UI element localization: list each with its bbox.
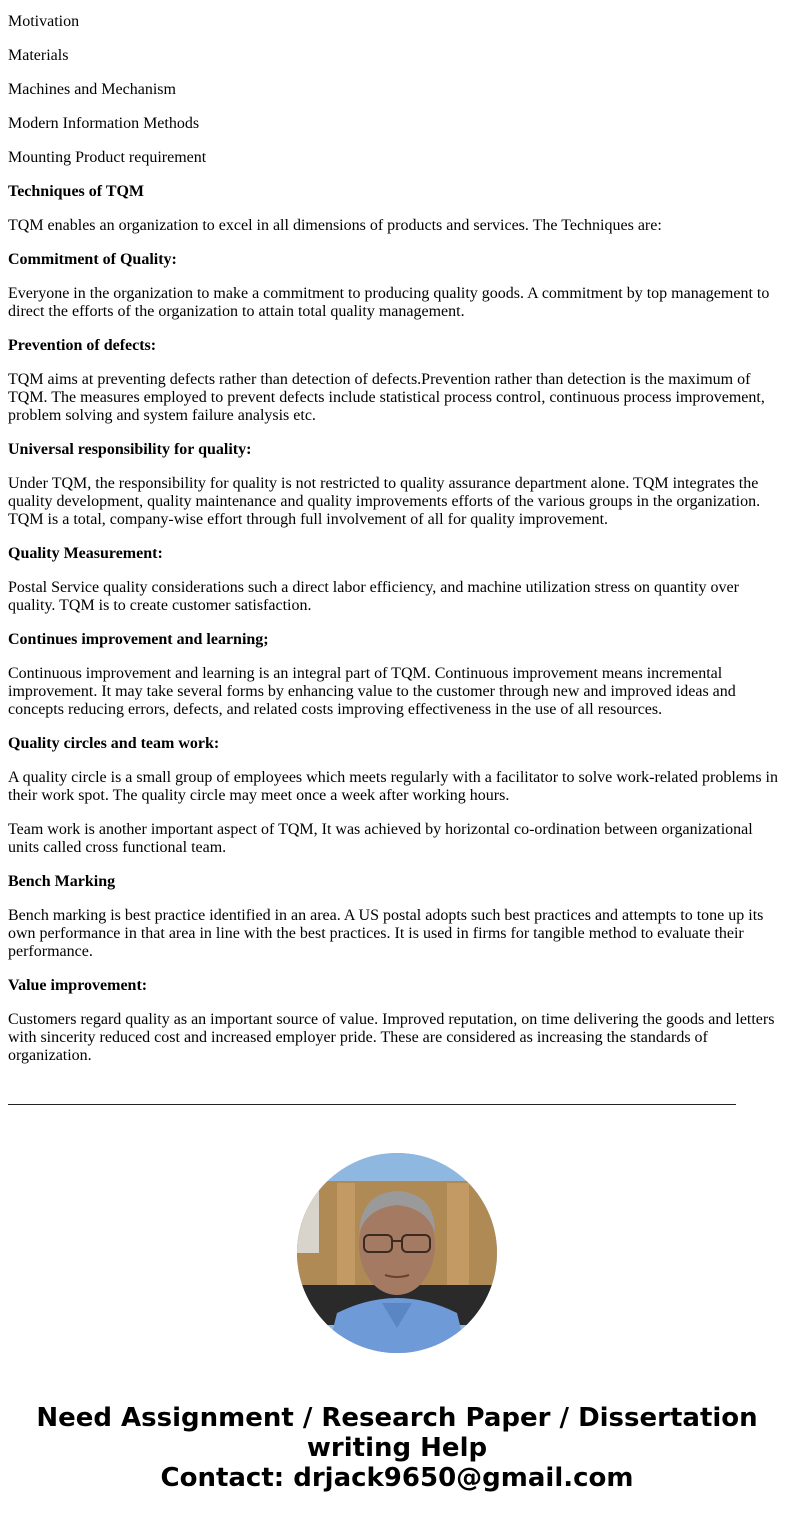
- list-item-machines: Machines and Mechanism: [8, 81, 176, 98]
- list-item-information-methods: Modern Information Methods: [8, 115, 200, 132]
- list-item-materials: Materials: [8, 47, 69, 64]
- section-heading-continuous-improvement: Continues improvement and learning;: [8, 631, 269, 648]
- section-heading-prevention: Prevention of defects:: [8, 337, 157, 354]
- section-heading-quality-measurement: Quality Measurement:: [8, 545, 163, 562]
- list-item-motivation: Motivation: [8, 13, 80, 30]
- section-paragraph: Everyone in the organization to make a commitment to producing quality goods. A commitment by top management to direct the efforts of the organization to attain total quality management.: [8, 285, 770, 320]
- promo-contact: Contact: drjack9650@gmail.com: [160, 1463, 634, 1493]
- section-paragraph: Postal Service quality considerations such a direct labor efficiency, and machine utilization stress on quantity over quality. TQM is to create customer satisfaction.: [8, 579, 739, 614]
- promo-banner: [0, 1403, 794, 1493]
- section-heading-techniques: Techniques of TQM: [8, 183, 145, 200]
- avatar-portrait-icon: [297, 1153, 497, 1353]
- section-paragraph: Bench marking is best practice identified in an area. A US postal adopts such best practices and attempts to tone up its own performance in that area in line with the best practices. It is used in firms for tangible method to evaluate their performance.: [8, 907, 764, 960]
- section-paragraph: TQM aims at preventing defects rather than detection of defects.Prevention rather than detection is the maximum of TQM. The measures employed to prevent defects include statistical process control, continuous process improvement, problem solving and system failure analysis etc.: [8, 371, 765, 424]
- section-paragraph: Customers regard quality as an important source of value. Improved reputation, on time delivering the goods and letters with sincerity reduced cost and increased employer pride. These are considered as increasing the standards of organization.: [8, 1011, 775, 1064]
- section-paragraph: A quality circle is a small group of employees which meets regularly with a facilitator to solve work-related problems in their work spot. The quality circle may meet once a week after working hours.: [8, 769, 778, 804]
- section-heading-universal-responsibility: Universal responsibility for quality:: [8, 441, 252, 458]
- section-heading-commitment: Commitment of Quality:: [8, 251, 177, 268]
- promo-line-1: Need Assignment / Research Paper / Dissertation: [36, 1403, 758, 1433]
- promo-line-2: writing Help: [306, 1433, 488, 1463]
- section-paragraph: Team work is another important aspect of TQM, It was achieved by horizontal co-ordination between organizational units called cross functional team.: [8, 821, 753, 856]
- section-paragraph: Under TQM, the responsibility for quality is not restricted to quality assurance department alone. TQM integrates the quality development, quality maintenance and quality improvements efforts of the various groups in the organization. TQM is a total, company-wise effort through full involvement of all for quality improvement.: [8, 475, 761, 528]
- list-item-product-requirement: Mounting Product requirement: [8, 149, 207, 166]
- document-body: [8, 0, 784, 1081]
- section-paragraph: Continuous improvement and learning is an integral part of TQM. Continuous improvement means incremental improvement. It may take several forms by enhancing value to the customer through new and improved ideas and concepts reducing errors, defects, and related costs improving effectiveness in the use of all resources.: [8, 665, 736, 718]
- horizontal-divider: [8, 1104, 736, 1105]
- section-heading-value-improvement: Value improvement:: [8, 977, 148, 994]
- author-avatar: [297, 1153, 497, 1353]
- section-heading-bench-marking: Bench Marking: [8, 873, 116, 890]
- section-heading-quality-circles: Quality circles and team work:: [8, 735, 220, 752]
- section-paragraph: TQM enables an organization to excel in all dimensions of products and services. The Techniques are:: [8, 217, 662, 234]
